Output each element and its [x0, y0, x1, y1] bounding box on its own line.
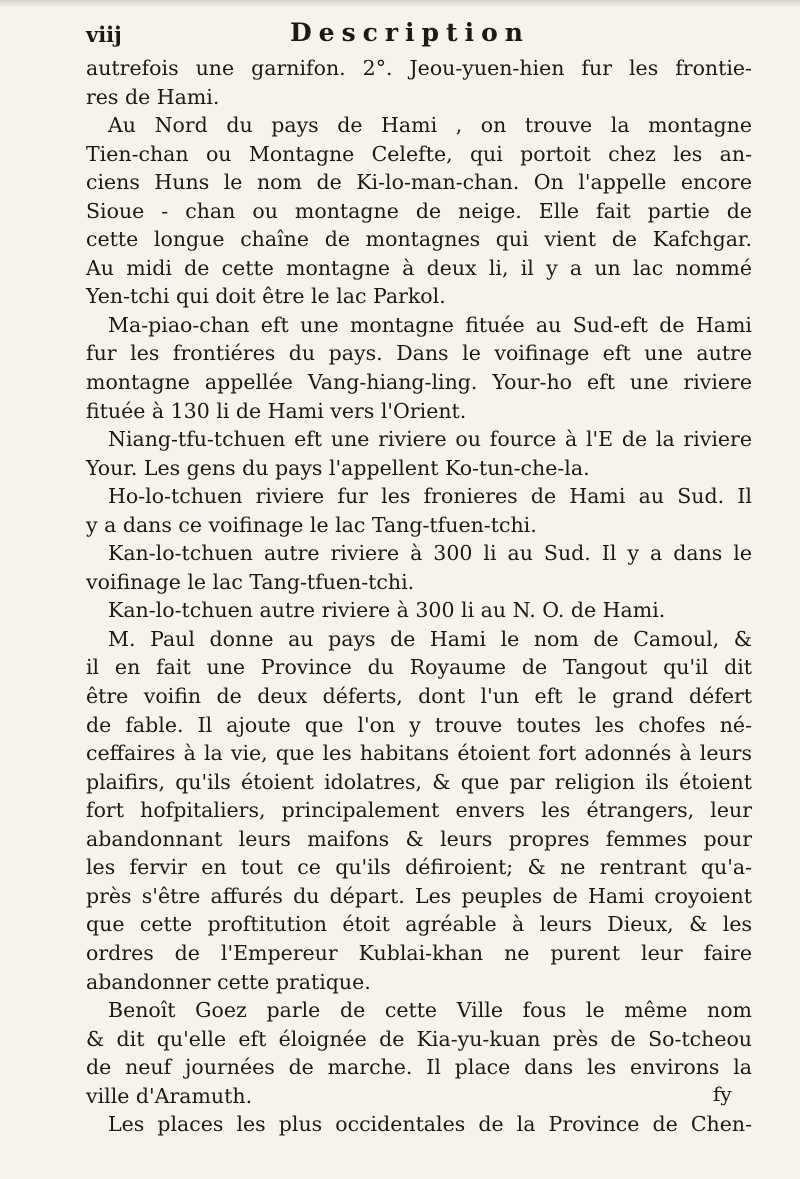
- text-line: M. Paul donne au pays de Hami le nom de Camoul, &: [108, 626, 752, 651]
- text-line: & dit qu'elle eft éloignée de Kia-yu-kuan près de So-tcheou: [86, 1026, 752, 1051]
- text-line: res de Hami.: [86, 84, 220, 109]
- text-line: ville d'Aramuth.: [86, 1083, 253, 1108]
- text-line: fur les frontiéres du pays. Dans le voifinage eft une autre: [86, 341, 752, 366]
- text-line: Kan-lo-tchuen autre riviere à 300 li au N. O. de Hami.: [108, 598, 666, 623]
- text-line: ceffaires à la vie, que les habitans étoient fort adonnés à leurs: [86, 741, 752, 766]
- text-line: il en fait une Province du Royaume de Tangout qu'il dit: [86, 655, 752, 680]
- scan-edge: [0, 0, 800, 8]
- text-line: ciens Huns le nom de Ki-lo-man-chan. On l'appelle encore: [86, 170, 752, 195]
- text-line: Ho-lo-tchuen riviere fur les fronieres de Hami au Sud. Il: [108, 484, 752, 509]
- text-line: abandonnant leurs maifons & leurs propres femmes pour: [86, 826, 752, 851]
- text-line: y a dans ce voifinage le lac Tang-tfuen-tchi.: [86, 512, 537, 537]
- text-line: Au Nord du pays de Hami , on trouve la montagne: [108, 113, 752, 138]
- text-line: fort hofpitaliers, principalement envers les étrangers, leur: [86, 798, 752, 823]
- text-line: Au midi de cette montagne à deux li, il y a un lac nommé: [86, 255, 752, 280]
- text-line: de neuf journées de marche. Il place dans les environs la: [86, 1055, 752, 1080]
- running-head: Description: [290, 18, 530, 47]
- text-line: ordres de l'Empereur Kublai-khan ne purent leur faire: [86, 940, 752, 965]
- body-text: [86, 54, 752, 1139]
- text-line: Ma-piao-chan eft une montagne fituée au Sud-eft de Hami: [108, 312, 752, 337]
- text-line: voifinage le lac Tang-tfuen-tchi.: [86, 569, 415, 594]
- text-line: Your. Les gens du pays l'appellent Ko-tun-che-la.: [86, 455, 590, 480]
- text-line: que cette proftitution étoit agréable à leurs Dieux, & les: [86, 912, 752, 937]
- text-line: autrefois une garnifon. 2°. Jeou-yuen-hien fur les frontie-: [86, 56, 752, 80]
- text-line: Kan-lo-tchuen autre riviere à 300 li au Sud. Il y a dans le: [108, 541, 752, 566]
- text-line: abandonner cette pratique.: [86, 969, 371, 994]
- text-line: être voifin de deux déferts, dont l'un eft le grand défert: [86, 684, 752, 709]
- text-line: les fervir en tout ce qu'ils défiroient; & ne rentrant qu'a-: [86, 855, 752, 880]
- text-line: plaifirs, qu'ils étoient idolatres, & que par religion ils étoient: [86, 769, 752, 794]
- text-line: Yen-tchi qui doit être le lac Parkol.: [86, 284, 446, 309]
- text-line: cette longue chaîne de montagnes qui vient de Kafchgar.: [86, 227, 752, 252]
- text-line: Benoît Goez parle de cette Ville fous le même nom: [108, 998, 752, 1023]
- catchword: fy: [713, 1082, 732, 1106]
- text-line: Sioue - chan ou montagne de neige. Elle fait partie de: [86, 198, 752, 223]
- text-line: Niang-tfu-tchuen eft une riviere ou fource à l'E de la riviere: [108, 427, 752, 452]
- page-number: viij: [86, 22, 122, 47]
- text-line: montagne appellée Vang-hiang-ling. Your-ho eft une riviere: [86, 370, 752, 395]
- text-line: fituée à 130 li de Hami vers l'Orient.: [86, 398, 467, 423]
- text-line: près s'être affurés du départ. Les peuples de Hami croyoient: [86, 883, 752, 908]
- text-line: Les places les plus occidentales de la Province de Chen-: [108, 1112, 752, 1137]
- text-line: de fable. Il ajoute que l'on y trouve toutes les chofes né-: [86, 712, 752, 737]
- text-line: Tien-chan ou Montagne Celefte, qui portoit chez les an-: [86, 141, 752, 166]
